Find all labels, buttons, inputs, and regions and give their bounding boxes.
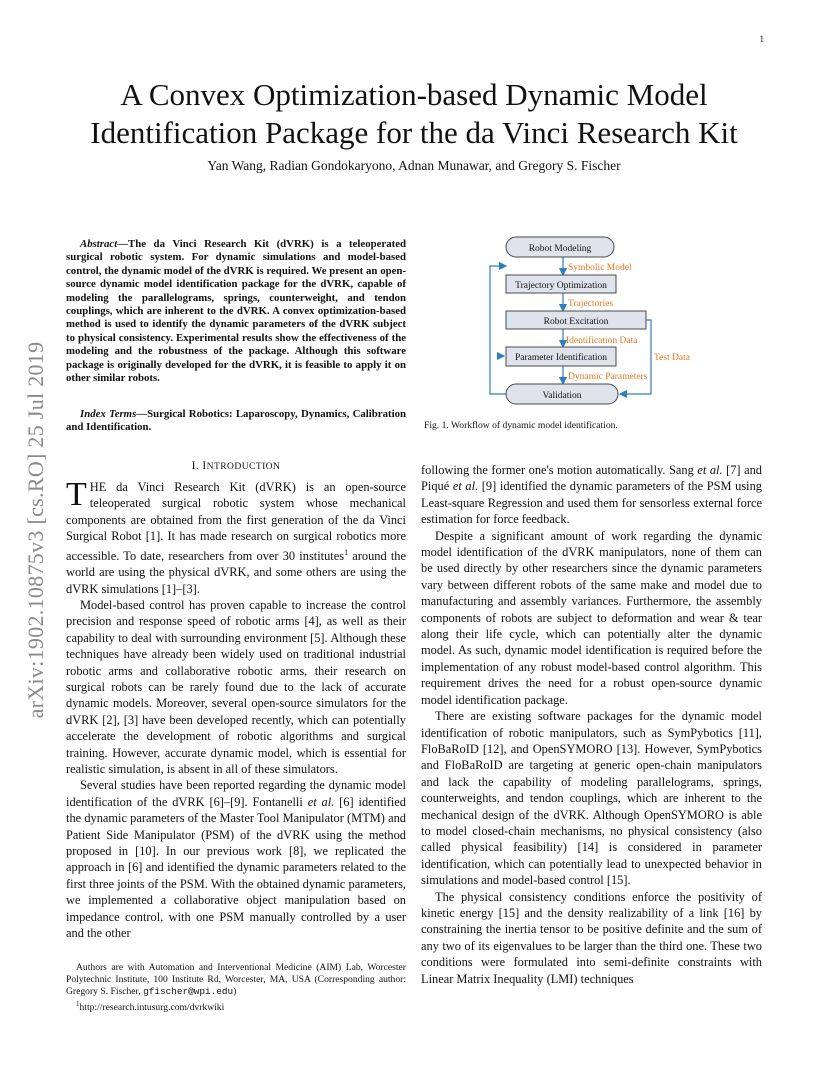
edge-label-dynamic-parameters: Dynamic Parameters bbox=[568, 372, 648, 382]
trajectory-optimization-label: Trajectory Optimization bbox=[515, 281, 607, 291]
figure-caption: Fig. 1. Workflow of dynamic model identification. bbox=[424, 420, 618, 431]
section-heading bbox=[66, 460, 406, 472]
right-p1-b: [7] and Piqué bbox=[421, 463, 762, 494]
right-paragraph-3: There are existing software packages for the dynamic model identification of robotic manipulators, such as SymPybotics [11], FloBaRoID [12], and OpenSYMORO [13]. However, SymPybotics and FloBaRoID are targeting at generic open-chain manipulators and lack the capability of modeling parallelograms, springs, counterweights, and tendon couplings, which are inherent to the mechanical design of the dVRK. Although OpenSYMORO is able to model closed-chain mechanisms, no physical consistency (also called physical feasibility) [14] is considered in parameter identification, which can potentially lead to unexpected behavior in simulations and model-based control [15]. bbox=[421, 709, 762, 888]
intro-p3-a: Several studies have been reported regarding the dynamic model identification of the dVRK [6]–[9]. Fontanelli bbox=[66, 778, 406, 809]
intro-p1-text: HE da Vinci Research Kit (dVRK) is an open-source teleoperated surgical robotic system whose mechanical components are obtained from the first generation of the da Vinci Surgical Robot [1]. It has made research on surgical robotics more accessible. To date, researchers from over 30 institutes bbox=[66, 480, 406, 563]
intro-paragraph-1 bbox=[66, 476, 406, 597]
drop-cap: T bbox=[66, 476, 87, 513]
right-paragraph-1 bbox=[421, 462, 762, 528]
workflow-figure bbox=[421, 226, 762, 441]
right-column-text bbox=[421, 462, 762, 987]
validation-label: Validation bbox=[542, 391, 582, 401]
robot-excitation-label: Robot Excitation bbox=[543, 317, 609, 327]
arxiv-id: arXiv:1902.10875v3 [cs.RO] 25 Jul 2019 bbox=[23, 341, 48, 719]
node-robot-modeling bbox=[506, 237, 614, 257]
parameter-identification-label: Parameter Identification bbox=[514, 353, 608, 363]
footnote-1 bbox=[66, 998, 406, 1014]
edge-label-identification-data: Identification Data bbox=[566, 336, 638, 346]
node-robot-excitation bbox=[506, 311, 646, 329]
right-p1-c: [9] identified the dynamic parameters of the PSM using Least-square Regression and used them for sensorless external force estimation for force feedback. bbox=[421, 479, 762, 527]
footnote-1-url[interactable]: http://research.intusurg.com/dvrkwiki bbox=[79, 1002, 225, 1014]
affiliation-text: Authors are with Automation and Interventional Medicine (AIM) Lab, Worcester Polytechnic Institute, 100 Institute Rd, Worcester, MA, USA (Corresponding author: Gregory S. Fischer, bbox=[66, 962, 406, 997]
right-paragraph-4: The physical consistency conditions enforce the positivity of kinetic energy [15] and the density realizability of a link [16] by constraining the inertia tensor to be positive definite and the sum of any two of its eigenvalues to be larger than the third one. These two conditions were formulated into semi-definite constraints with Linear Matrix Inequality (LMI) techniques bbox=[421, 889, 762, 986]
section-name: NTRODUCTION bbox=[206, 461, 281, 472]
right-paragraph-2: Despite a significant amount of work regarding the dynamic model identification of the dVRK manipulators, none of them can be used directly by other researchers since the dynamic parameters vary between different robots of the same make and model due to manufacturing and assembly variances. Furthermore, the assembly components of robots are subject to deformation and wear & tear along their life cycle, which can potentially alter the dynamic model. As such, dynamic model identification is required before the implementation of any robust model-based control algorithm. This requirement drives the need for a robust open-source dynamic model identification package. bbox=[421, 528, 762, 707]
index-terms-text: —Surgical Robotics: Laparoscopy, Dynamics, Calibration and Identification. bbox=[66, 408, 406, 434]
intro-p3-b: [6] identified the dynamic parameters of the Master Tool Manipulator (MTM) and Patient Side Manipulator (PSM) of the dVRK using the method proposed in [10]. In our previous work [8], we replicated the approach in [6] and identified the dynamic parameters related to the first three joints of the PSM. With the obtained dynamic parameters, we implemented a collaborative object manipulation based on impedance control, with one PSM manually controlled by a user and the other bbox=[66, 794, 407, 941]
intro-p1-end: around the world are using the physical dVRK, and some others are using the dVRK simulations [1]–[3]. bbox=[66, 548, 406, 596]
introduction-text bbox=[66, 476, 407, 942]
intro-paragraph-2: Model-based control has proven capable to increase the control precision and response speed of robotic arms [4], as well as their capability to deal with surrounding environment [5]. Although these techniques have already been widely used on traditional industrial robotic arms and collaborative robotic arms, their research on surgical robots can be rarely found due to the lack of accurate dynamic models. Moreover, several open-source simulators for the dVRK [2], [3] have been developed recently, which can potentially accelerate the development of robotic algorithms and surgical training. However, accurate dynamic model, which is essential for realistic simulation, is absent in all of these simulators. bbox=[66, 597, 406, 777]
intro-p3-etal: et al. bbox=[307, 794, 335, 809]
abstract-label: Abstract bbox=[80, 238, 118, 250]
footnote-1-mark: 1 bbox=[76, 1000, 80, 1008]
edge-label-test-data: Test Data bbox=[654, 353, 691, 363]
email-link[interactable]: gfischer@wpi.edu bbox=[143, 986, 234, 997]
section-number: I. I bbox=[191, 460, 207, 472]
intro-paragraph-3 bbox=[66, 777, 406, 941]
affiliation-note bbox=[66, 962, 406, 998]
title-line-1: A Convex Optimization-based Dynamic Model bbox=[120, 77, 708, 112]
authors: Yan Wang, Radian Gondokaryono, Adnan Munawar, and Gregory S. Fischer bbox=[207, 158, 621, 173]
footnotes bbox=[66, 962, 406, 1014]
feedback-loop-left bbox=[490, 266, 506, 394]
edge-label-trajectories: Trajectories bbox=[568, 299, 614, 309]
node-trajectory-optimization bbox=[506, 275, 616, 293]
footnote-mark: 1 bbox=[344, 547, 349, 557]
right-p1-etal-2: et al. bbox=[452, 479, 479, 494]
index-terms-label: Index Terms bbox=[80, 408, 137, 420]
page-number: 1 bbox=[759, 34, 764, 44]
abstract bbox=[66, 238, 406, 385]
affiliation-end: ) bbox=[233, 986, 237, 997]
node-parameter-identification bbox=[506, 347, 616, 366]
index-terms bbox=[66, 408, 406, 435]
node-validation bbox=[506, 384, 618, 404]
robot-modeling-label: Robot Modeling bbox=[528, 244, 592, 254]
edge-label-symbolic-model: Symbolic Model bbox=[568, 263, 632, 273]
right-p1-a: following the former one's motion automatically. Sang bbox=[421, 463, 698, 477]
title-line-2: Identification Package for the da Vinci Research Kit bbox=[90, 115, 738, 150]
abstract-text: —The da Vinci Research Kit (dVRK) is a teleoperated surgical robotic system. For dynamic simulations and model-based control, the dynamic model of the dVRK is required. We present an open-source dynamic model identification package for the dVRK, capable of modeling the parallelograms, springs, counterweight, and tendon couplings, which are inherent to the dVRK. A convex optimization-based method is used to identify the dynamic parameters of the dVRK subject to physical consistency. Experimental results show the effectiveness of the modeling and the robustness of the package. Although this software package is originally developed for the dVRK, it is feasible to apply it on other similar robots. bbox=[66, 238, 406, 385]
paper-title bbox=[40, 76, 788, 152]
right-p1-etal-1: et al. bbox=[697, 463, 723, 477]
test-data-path bbox=[620, 320, 651, 394]
